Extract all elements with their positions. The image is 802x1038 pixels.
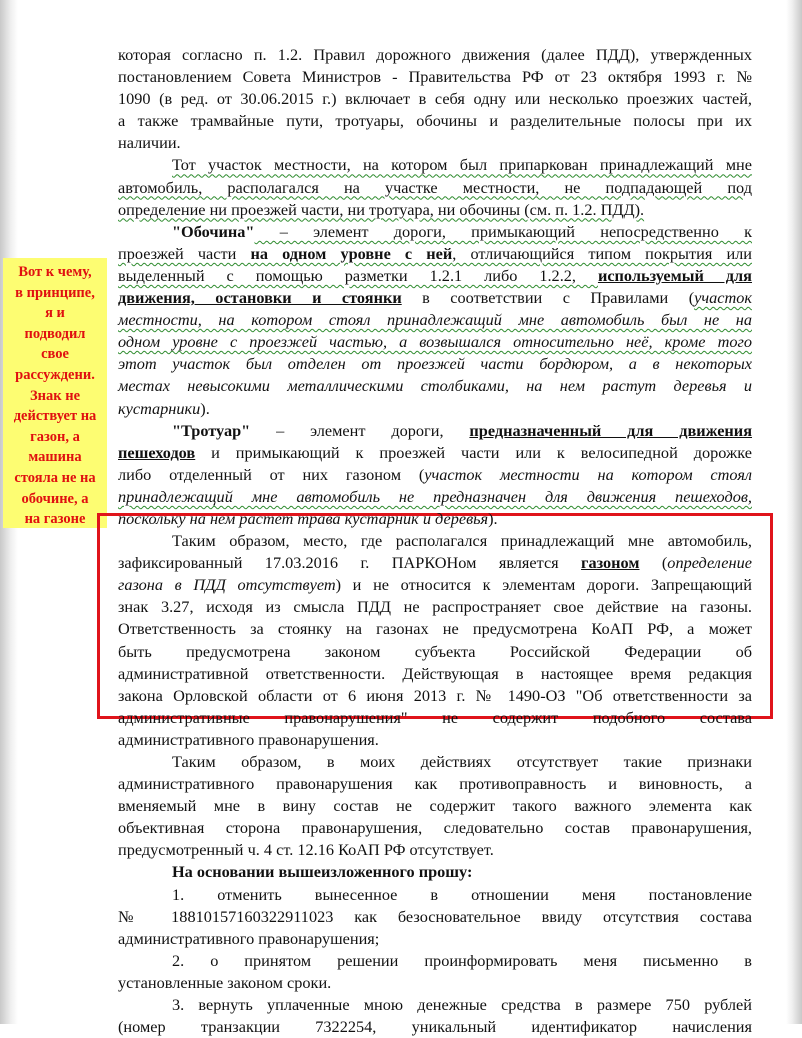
note-line: машина <box>28 449 82 466</box>
request-item-1: 1. отменить вынесенное в отношении меня постановление № 18810157160322911023 как безосновательное ввиду отсутствия состава административного правонарушения; <box>118 884 752 948</box>
page-shadow-right <box>786 0 802 1024</box>
note-line: газон, а <box>30 428 80 445</box>
paragraph-lawn-conclusion: Таким образом, место, где располагался принадлежащий мне автомобиль, зафиксированный 17.03.2016 г. ПАРКОНом является газоном (определение газона в ПДД отсутствует) и не относится к элементам дороги. Запрещающий знак 3.27, исходя из смысла ПДД не распространяет свое действие на газоны. Ответственность за стоянку на газонах не предусмотрена КоАП РФ, а может быть предусмотрена законом субъекта Российской Федерации об административной ответственности. Действующая в настоящее время редакция закона Орловской области от 6 июня 2013 г. № 1490-ОЗ "Об ответственности за административные правонарушения" не содержит подобного состава административного правонарушения. <box>118 531 752 749</box>
note-line: обочине, а <box>21 490 89 507</box>
request-item-3: 3. вернуть уплаченные мною денежные средства в размере 750 рублей (номер транзакции 7322254, уникальный идентификатор начисления <box>118 995 752 1037</box>
annotation-note <box>3 258 107 528</box>
paragraph-no-violation: Таким образом, в моих действиях отсутствует такие признаки административного правонарушения как противоправность и виновность, а вменяемый мне в вину состав не содержит такого важного элемента как объективная сторона правонарушения, следовательно состав правонарушения, предусмотренный ч. 4 ст. 12.16 КоАП РФ отсутствует. <box>118 752 752 860</box>
note-line: на газоне <box>24 511 86 528</box>
note-line: подводил <box>24 325 86 342</box>
note-line: стояла не на <box>14 469 96 486</box>
request-item-2: 2. о принятом решении проинформировать меня письменно в установленные законом сроки. <box>118 950 752 992</box>
paragraph-sidewalk-definition: "Тротуар" – элемент дороги, предназначенный для движения пешеходов и примыкающий к проезжей части или к велосипедной дорожке либо отделенный от них газоном (участок местности на котором стоял принадлежащий мне автомобиль не предназначен для движения пешеходов, поскольку на нем растет трава кустарник и деревья). <box>118 420 753 528</box>
note-line: в принципе, <box>15 284 95 301</box>
paragraph-roads-definition: которая согласно п. 1.2. Правил дорожного движения (далее ПДД), утвержденных постановлением Совета Министров - Правительства РФ от 23 октября 1993 г. № 1090 (в ред. от 30.06.2015 г.) включает в себя одну или несколько проезжих частей, а также трамвайные пути, тротуары, обочины и разделительные полосы при их наличии. <box>118 45 752 153</box>
note-line: действует на <box>13 408 97 425</box>
note-line: Вот к чему, <box>18 264 92 280</box>
note-line: Знак не <box>29 387 81 404</box>
document-body <box>118 44 752 1038</box>
note-line: рассуждени. <box>15 366 95 383</box>
paragraph-shoulder-definition: "Обочина" – элемент дороги, примыкающий непосредственно к проезжей части на одном уровне с ней, отличающийся типом покрытия или выделенный с помощью разметки 1.2.1 либо 1.2.2, используемый для движения, остановки и стоянки в соответствии с Правилами (участок местности, на котором стоял принадлежащий мне автомобиль был не на одном уровне с проезжей частью, а возвышался относительно неё, кроме того этот участок был отделен от проезжей части бордюром, а в некоторых местах невысокими металлическими столбиками, на нем растут деревья и кустарники). <box>118 221 752 418</box>
request-heading: На основании вышеизложенного прошу: <box>172 862 473 882</box>
note-line: я и <box>45 305 65 322</box>
note-line: свое <box>41 346 69 363</box>
paragraph-parking-location: Тот участок местности, на котором был припаркован принадлежащий мне автомобиль, располагался на участке местности, не подпадающей под определение ни проезжей части, ни тротуара, ни обочины (см. п. 1.2. ПДД). <box>118 155 752 219</box>
